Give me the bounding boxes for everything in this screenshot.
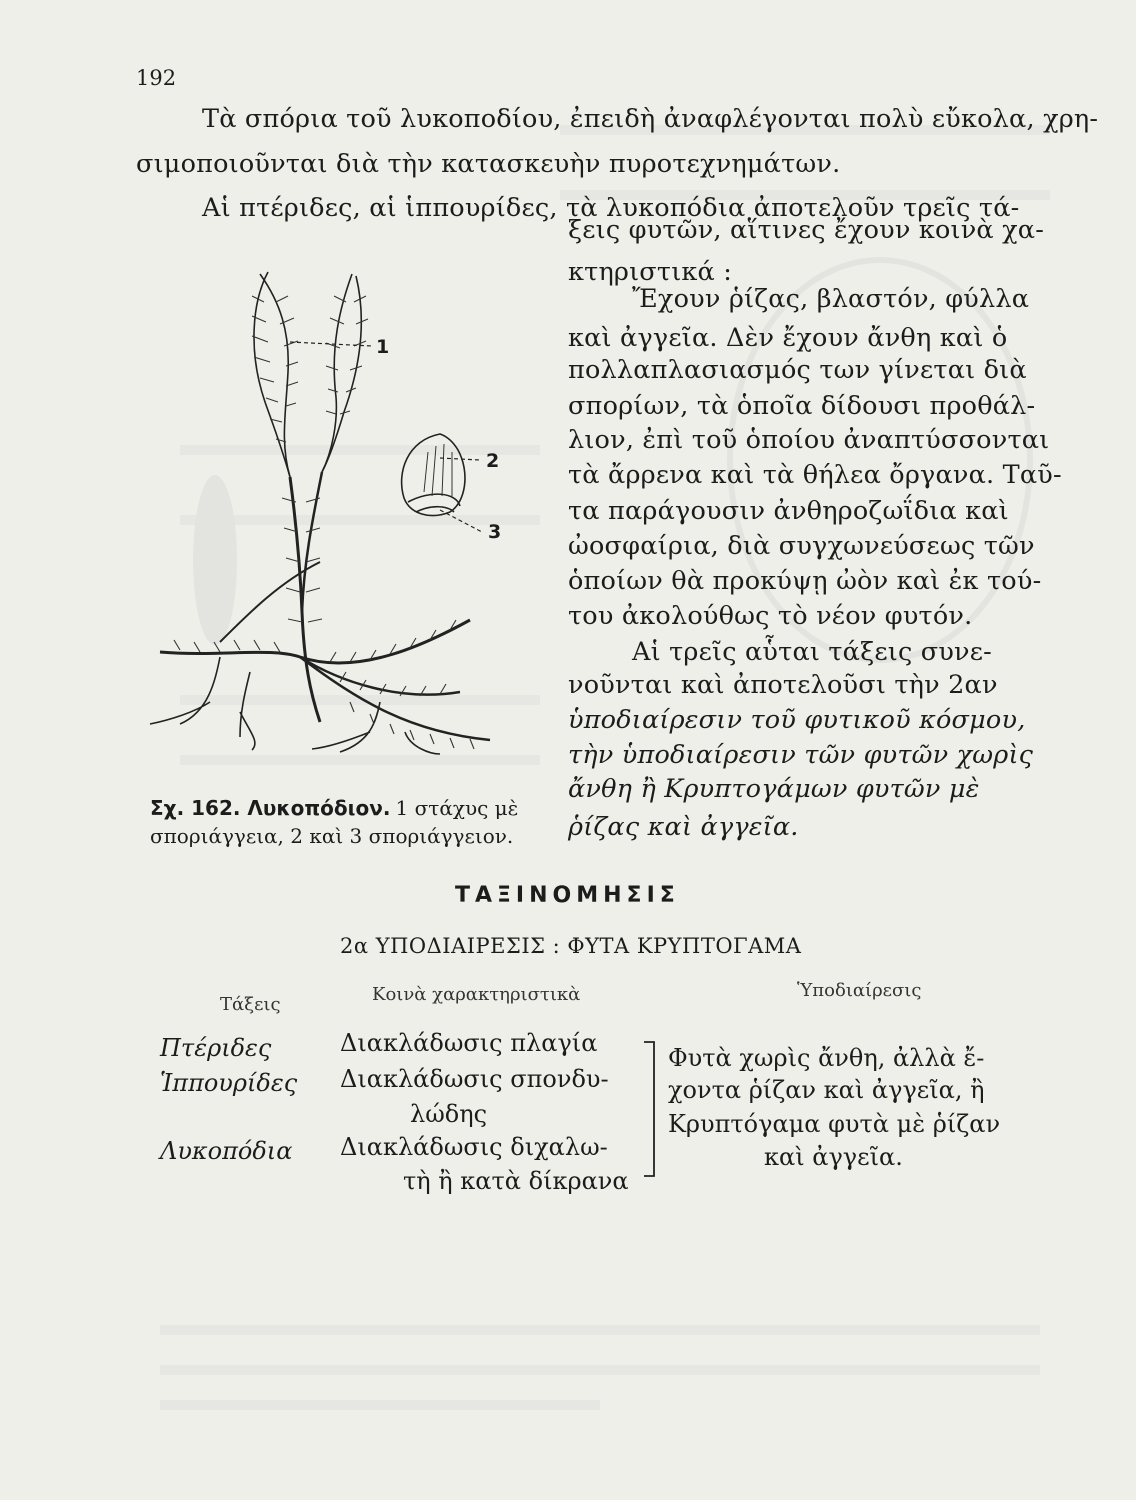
paragraph-line: σιμοποιοῦνται διὰ τὴν κατασκευὴν πυροτεχνημάτων. <box>136 149 841 179</box>
feature-line: λώδης <box>410 1100 488 1128</box>
caption-text: 1 στάχυς μὲ <box>395 796 519 820</box>
section-title: ΤΑΞΙΝΟΜΗΣΙΣ <box>455 883 680 908</box>
column-header-features: Κοινὰ χαρακτηριστικὰ <box>372 984 581 1005</box>
order-name: Ἱππουρίδες <box>160 1069 298 1097</box>
paragraph-line: ὠοσφαίρια, διὰ συγχωνεύσεως τῶν <box>568 531 1035 561</box>
paragraph-line: πολλαπλασιασμός των γίνεται διὰ <box>568 355 1027 385</box>
paragraph-line: ὑποδιαίρεσιν τοῦ φυτικοῦ κόσμου, <box>568 705 1026 735</box>
order-name: Πτέριδες <box>160 1034 272 1062</box>
paragraph-line: του ἀκολούθως τὸ νέον φυτόν. <box>568 601 973 631</box>
caption-bold: Σχ. 162. Λυκοπόδιον. <box>150 796 391 820</box>
feature-line: Διακλάδωσις διχαλω- <box>340 1133 608 1161</box>
paragraph-line: τα παράγουσιν ἀνθηροζωΐδια καὶ <box>568 496 1009 526</box>
paragraph-line: τὴν ὑποδιαίρεσιν τῶν φυτῶν χωρὶς <box>568 740 1034 770</box>
section-subtitle: 2α ΥΠΟΔΙΑΙΡΕΣΙΣ : ΦΥΤΑ ΚΡΥΠΤΟΓΑΜΑ <box>340 934 802 958</box>
figure-label-3: 3 <box>488 521 502 543</box>
figure-caption <box>150 796 518 820</box>
caption-line-2: σποριάγγεια, 2 καὶ 3 σποριάγγειον. <box>150 824 514 848</box>
paragraph-line: ῥίζας καὶ ἀγγεῖα. <box>568 812 799 842</box>
paragraph-line: Αἱ τρεῖς αὗται τάξεις συνε- <box>632 637 992 667</box>
paragraph-line: ὁποίων θὰ προκύψῃ ὠὸν καὶ ἐκ τού- <box>568 566 1042 596</box>
feature-line: τὴ ἢ κατὰ δίκρανα <box>403 1167 629 1195</box>
lycopodium-illustration <box>140 262 560 772</box>
paragraph-line: λιον, ἐπὶ τοῦ ὁποίου ἀναπτύσσονται <box>568 425 1050 455</box>
paragraph-line: κτηριστικά : <box>568 257 733 287</box>
table-bracket <box>640 1040 660 1180</box>
paragraph-line: νοῦνται καὶ ἀποτελοῦσι τὴν 2αν <box>568 670 998 700</box>
paragraph-line: Αἱ πτέριδες, αἱ ἱππουρίδες, τὰ λυκοπόδια ἀποτελοῦν τρεῖς τά- <box>202 193 1020 223</box>
column-header-subdivision: Ὑποδιαίρεσις <box>797 980 922 1001</box>
paragraph-line: Ἔχουν ῥίζας, βλαστόν, φύλλα <box>632 284 1030 314</box>
feature-line: Διακλάδωσις σπονδυ- <box>340 1065 609 1093</box>
paragraph-line: καὶ ἀγγεῖα. Δὲν ἔχουν ἄνθη καὶ ὁ <box>568 323 1008 353</box>
order-name: Λυκοπόδια <box>160 1137 293 1165</box>
paragraph-line: ξεις φυτῶν, αἵτινες ἔχουν κοινὰ χα- <box>568 215 1045 245</box>
subdivision-line: χοντα ῥίζαν καὶ ἀγγεῖα, ἢ <box>668 1076 985 1104</box>
subdivision-line: Κρυπτόγαμα φυτὰ μὲ ῥίζαν <box>668 1110 1001 1138</box>
figure-label-1: 1 <box>376 336 390 358</box>
column-header-orders: Τάξεις <box>220 994 281 1015</box>
paragraph-line: τὰ ἄρρενα καὶ τὰ θήλεα ὄργανα. Ταῦ- <box>568 460 1062 490</box>
paragraph-line: ἄνθη ἢ Κρυπτογάμων φυτῶν μὲ <box>568 774 980 804</box>
subdivision-line: καὶ ἀγγεῖα. <box>764 1143 903 1171</box>
figure-label-2: 2 <box>486 450 500 472</box>
subdivision-line: Φυτὰ χωρὶς ἄνθη, ἀλλὰ ἔ- <box>668 1044 985 1072</box>
feature-line: Διακλάδωσις πλαγία <box>340 1029 598 1057</box>
paragraph-line: σπορίων, τὰ ὁποῖα δίδουσι προθάλ- <box>568 391 1036 421</box>
paragraph-line: Τὰ σπόρια τοῦ λυκοποδίου, ἐπειδὴ ἀναφλέγονται πολὺ εὔκολα, χρη- <box>202 104 1099 134</box>
page-number: 192 <box>136 66 177 90</box>
